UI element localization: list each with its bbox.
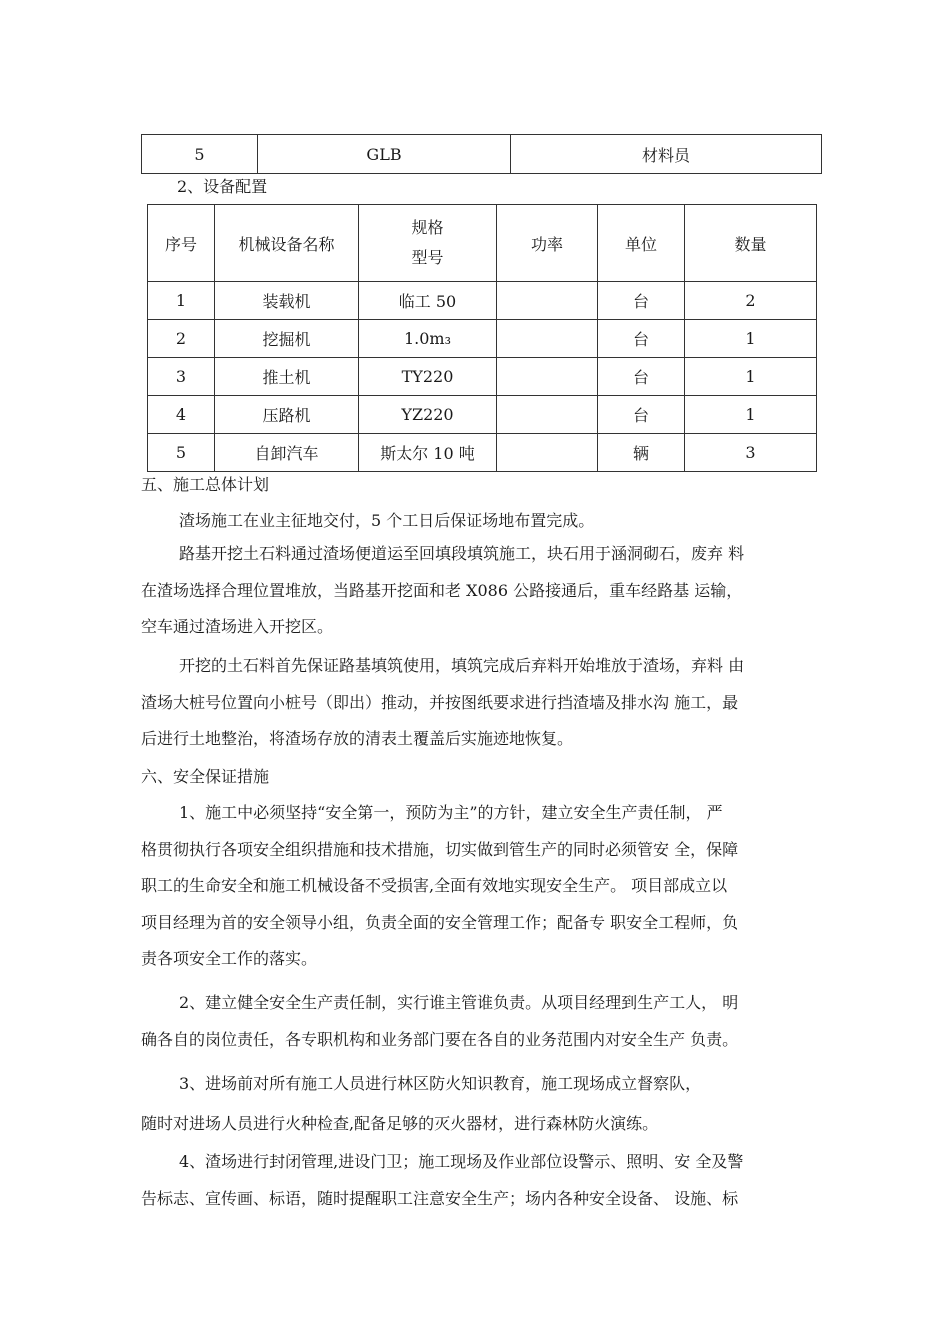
table-cell: 装载机 [215, 282, 359, 320]
table-cell: 2 [685, 282, 817, 320]
table-cell: 压路机 [215, 396, 359, 434]
paragraph [141, 536, 826, 646]
paragraph: 渣场施工在业主征地交付，5 个工日后保证场地布置完成。 [179, 511, 595, 530]
table-cell: 挖掘机 [215, 320, 359, 358]
table-cell: 1 [685, 320, 817, 358]
paragraph-line: 空车通过渣场进入开挖区。 [141, 617, 334, 636]
paragraph-line: 告标志、宣传画、标语，随时提醒职工注意安全生产；场内各种安全设备、 设施、标 [141, 1188, 739, 1208]
paragraph-line: 项目经理为首的安全领导小组，负责全面的安全管理工作；配备专 职安全工程师，负 [141, 912, 739, 932]
table-cell: 2 [148, 320, 215, 358]
table-cell: 4 [148, 396, 215, 434]
table-row [148, 396, 817, 434]
paragraph-line: 责各项安全工作的落实。 [141, 949, 318, 968]
paragraph-line: 开挖的土石料首先保证路基填筑使用，填筑完成后弃料开始堆放于渣场，弃料 由 [179, 656, 745, 675]
paragraph-line: 职工的生命安全和施工机械设备不受损害,全面有效地实现安全生产。 项目部成立以 [141, 876, 728, 895]
section-heading: 六、安全保证措施 [141, 767, 270, 786]
table-cell: 5 [148, 434, 215, 472]
header-text: 型号 [411, 248, 444, 267]
paragraph-line: 1、施工中必须坚持“安全第一，预防为主”的方针，建立安全生产责任制， 严 [179, 803, 723, 822]
section-heading: 五、施工总体计划 [141, 475, 270, 494]
table-cell: 斯太尔 10 吨 [359, 434, 497, 472]
table-row [142, 135, 822, 174]
header-cell: 序号 [148, 205, 215, 282]
table-cell [497, 434, 598, 472]
table-cell: 1 [148, 282, 215, 320]
table-cell: 3 [148, 358, 215, 396]
table-cell: 5 [142, 135, 258, 174]
equipment-table [147, 204, 817, 472]
header-cell: 单位 [598, 205, 685, 282]
paragraph-line: 在渣场选择合理位置堆放，当路基开挖面和老 X086 公路接通后，重车经路基 运输， [141, 580, 743, 600]
table-row [148, 434, 817, 472]
staff-table [141, 134, 822, 174]
paragraph-line: 随时对进场人员进行火种检查,配备足够的灭火器材，进行森林防火演练。 [141, 1114, 659, 1133]
table-row [148, 320, 817, 358]
table-cell: 临工 50 [359, 282, 497, 320]
table-cell: 台 [598, 320, 685, 358]
paragraph [141, 1064, 826, 1144]
table-cell [497, 358, 598, 396]
paragraph-line: 4、渣场进行封闭管理,进设门卫；施工现场及作业部位设警示、照明、安 全及警 [179, 1152, 744, 1171]
table-cell: YZ220 [359, 396, 497, 434]
paragraph [141, 795, 826, 978]
header-cell-spec [359, 205, 497, 282]
paragraph [141, 985, 826, 1058]
table-cell: 3 [685, 434, 817, 472]
table-cell: 台 [598, 358, 685, 396]
header-cell: 机械设备名称 [215, 205, 359, 282]
table-cell: TY220 [359, 358, 497, 396]
table-cell: 材料员 [511, 135, 822, 174]
table-cell: 台 [598, 396, 685, 434]
paragraph-line: 后进行土地整治，将渣场存放的清表土覆盖后实施迹地恢复。 [141, 729, 574, 748]
paragraph-line: 渣场大桩号位置向小桩号（即出）推动，并按图纸要求进行挡渣墙及排水沟 施工，最 [141, 692, 739, 712]
paragraph-line: 路基开挖土石料通过渣场便道运至回填段填筑施工，块石用于涵洞砌石，废弃 料 [179, 544, 745, 563]
table-cell: 台 [598, 282, 685, 320]
table-row [148, 358, 817, 396]
table-header-row [148, 205, 817, 282]
table-cell: 1.0m₃ [359, 320, 497, 358]
table-cell: 1 [685, 396, 817, 434]
paragraph-line: 格贯彻执行各项安全组织措施和技术措施，切实做到管生产的同时必须管安 全，保障 [141, 839, 739, 859]
header-cell: 数量 [685, 205, 817, 282]
table-cell: 辆 [598, 434, 685, 472]
table-cell [497, 320, 598, 358]
table-row [148, 282, 817, 320]
section-heading: 2、设备配置 [177, 177, 268, 196]
header-cell: 功率 [497, 205, 598, 282]
paragraph [141, 1144, 826, 1217]
table-cell: 推土机 [215, 358, 359, 396]
paragraph-line: 2、建立健全安全生产责任制，实行谁主管谁负责。从项目经理到生产工人， 明 [179, 993, 739, 1012]
table-cell [497, 396, 598, 434]
table-cell: 1 [685, 358, 817, 396]
paragraph-line: 3、进场前对所有施工人员进行林区防火知识教育，施工现场成立督察队， [179, 1074, 702, 1093]
paragraph-line: 确各自的岗位责任，各专职机构和业务部门要在各自的业务范围内对安全生产 负责。 [141, 1029, 739, 1049]
header-text: 规格 [411, 218, 444, 237]
table-cell: GLB [258, 135, 511, 174]
paragraph [141, 648, 826, 758]
table-cell: 自卸汽车 [215, 434, 359, 472]
table-cell [497, 282, 598, 320]
